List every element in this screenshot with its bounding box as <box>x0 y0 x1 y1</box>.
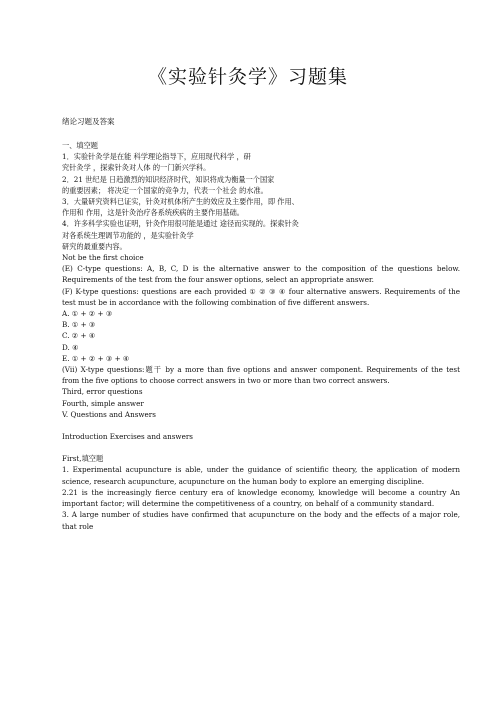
section-subtitle: 绪论习题及答案 <box>62 117 115 126</box>
cn-line: 2．21 世纪是 日趋激烈的知识经济时代，知识将成为衡量一个国家 <box>62 174 275 184</box>
en-paragraph: 1. Experimental acupuncture is able, under the guidance of scientific theory, the application of modern science, research acupuncture, acupuncture on the human body to explore an emerging discipline. <box>62 465 460 486</box>
en-line: V. Questions and Answers <box>62 409 156 419</box>
en-paragraph: (Vii) X-type questions:题干 by a more than five options and answer component. Requirements of the test from the five options to choose correct answers in two or more than two correct answers. <box>62 365 460 386</box>
cn-line: 作用和 作用，这是针灸治疗各系统疾病的主要作用基础。 <box>62 208 244 218</box>
answer-option: B. ① + ③ <box>62 320 96 330</box>
spacer <box>62 442 460 453</box>
en-line: Fourth, simple answer <box>62 398 144 408</box>
en-line: First,填空题 <box>62 454 104 464</box>
cn-line: 研究的最重要内容。 <box>62 241 127 251</box>
answer-option: C. ② + ④ <box>62 331 96 341</box>
cn-line: 3．大量研究资料已证实，针灸对机体所产生的效应及主要作用，即 作用、 <box>62 197 299 207</box>
cn-line: 究针灸学 ，探索针灸对人体 的一门新兴学科。 <box>62 163 211 173</box>
document-body <box>62 140 460 532</box>
cn-line: 对各系统生理调节功能的 ，是实验针灸学 <box>62 230 194 240</box>
en-paragraph: (F) K-type questions: questions are each provided ① ② ③ ④ four alternative answers. Requirements of the test must be in accordance with the following combination of five different answers. <box>62 286 460 307</box>
answer-option: D. ④ <box>62 342 79 352</box>
cn-line: 4．许多科学实验也证明，针灸作用很可能是通过 途径而实现的。探索针灸 <box>62 219 299 229</box>
answer-option: E. ① + ② + ③ + ④ <box>62 353 130 363</box>
en-paragraph: (E) C-type questions: A, B, C, D is the alternative answer to the composition of the questions below. Requirements of the test from the four answer options, select an appropriate answer. <box>62 264 460 285</box>
en-line: Not be the first choice <box>62 253 144 263</box>
en-line: Third, error questions <box>62 387 143 397</box>
en-line: Introduction Exercises and answers <box>62 432 193 442</box>
cn-line: 1．实验针灸学是在能 科学理论指导下，应用现代科学 ，研 <box>62 152 251 162</box>
document-title: 《实验针灸学》习题集 <box>147 66 348 88</box>
cn-line: 的重要因素； 将决定一个国家的竞争力，代表一个社会 的水准。 <box>62 185 268 195</box>
spacer <box>62 420 460 431</box>
en-paragraph: 2.21 is the increasingly fierce century era of knowledge economy, knowledge will become a country An important factor; will determine the competitiveness of a country, on behalf of a community standard. <box>62 487 460 509</box>
heading-fill-in: 一、填空题 <box>62 141 98 150</box>
en-paragraph: 3. A large number of studies have confirmed that acupuncture on the body and the effects of a major role, that role <box>62 510 460 531</box>
answer-option: A. ① + ② + ③ <box>62 309 113 319</box>
